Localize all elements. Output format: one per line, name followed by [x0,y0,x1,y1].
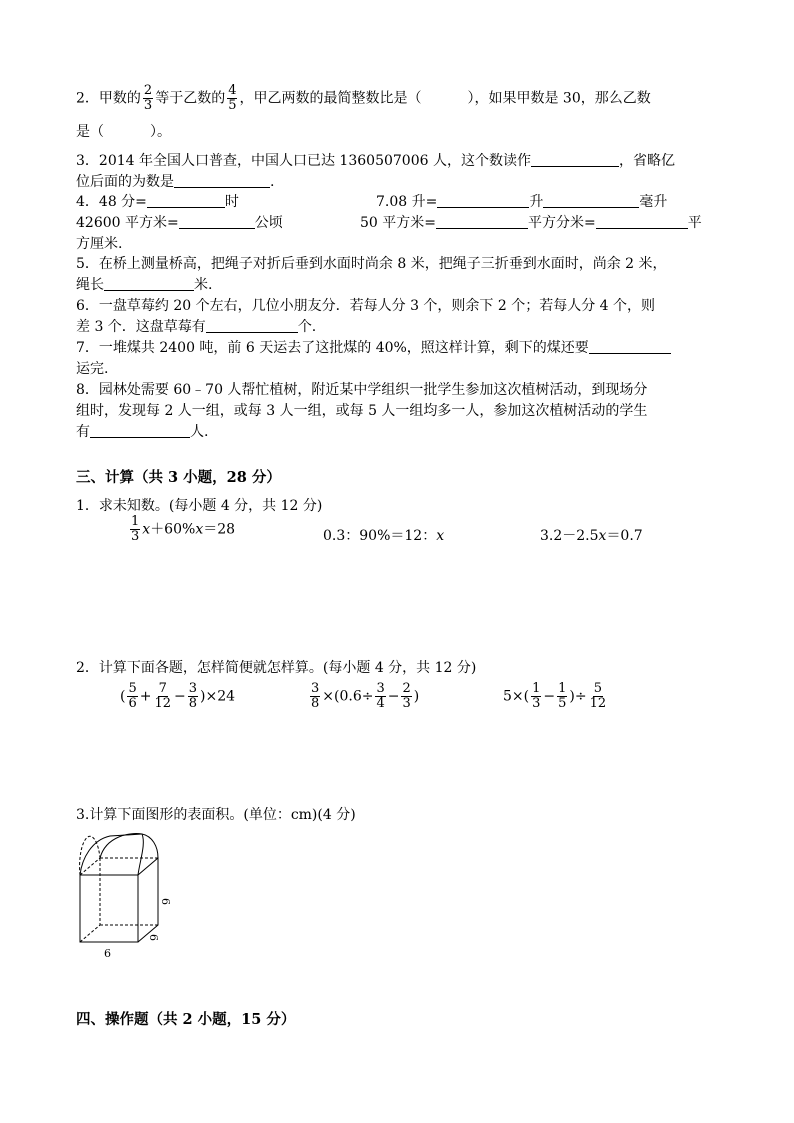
q6-line2 [76,317,316,337]
eq-mid: ×(0.6÷ [322,688,374,705]
q6-text-3: 个. [297,319,317,335]
q5-line2 [76,275,212,295]
q3-text-1: 3．2014 年全国人口普查，中国人口已达 1360507006 人，这个数读作 [76,153,531,169]
op: + [139,688,152,705]
op: − [543,688,556,705]
section4-heading: 四、操作题（共 2 小题，15 分） [76,1011,296,1028]
q2-text-6: ）。 [150,124,171,140]
dim-label-depth: 6 [147,934,160,941]
q4-text-d3: 平 [687,215,702,231]
q7-blank[interactable] [589,338,671,354]
paren: ( [120,688,126,705]
fraction-5-6: $\frac{5}{6}$ [128,681,137,711]
half-cylinder-front-curve [138,834,143,875]
q4-blank-2[interactable] [437,192,529,208]
q8-text-3: 有 [76,424,90,440]
s3-p2-eq1 [120,682,235,711]
q8-text-1: 8．园林处需要 60﹣70 人帮忙植树，附近某中学组织一批学生参加这次植树活动，到现场分 [76,382,648,398]
q4-blank-5[interactable] [436,213,528,229]
cube-front-face [80,875,138,942]
cube-right-face [138,858,158,942]
q4-text-c1: 42600 平方米= [76,215,179,231]
dim-label-height: 6 [159,898,172,905]
q2-text-1: 2．甲数的 [76,90,141,107]
q3-line2 [76,172,274,192]
eq2-text: 0.3：90%＝12： [323,528,437,544]
s3-p3-title: 3.计算下面图形的表面积。(单位：cm)(4 分) [76,807,356,823]
q8-line2 [76,401,647,421]
q7-line2 [76,359,108,379]
fraction-2-3: $\frac{2}{3}$ [143,83,153,113]
fraction-2-3: $\frac{2}{3}$ [402,681,411,711]
s3-p2-title: 2．计算下面各题，怎样简便就怎样算。(每小题 4 分，共 12 分) [76,660,477,676]
s3-p2-eq3 [503,682,609,711]
var-x: x [195,521,204,538]
op: )÷ [569,688,587,705]
q4-line2 [76,213,283,233]
s3-p1-eq3 [540,525,643,545]
q4-text-b1: 7.08 升= [376,194,438,210]
eq-tail: )×24 [200,688,236,705]
q5-text-2: 绳长 [76,277,104,293]
q4-blank-4[interactable] [179,213,255,229]
q4-line1 [76,192,239,212]
q3-text-4: . [270,174,275,190]
var-x: x [436,528,445,544]
var-x: x [142,521,151,538]
q6-blank[interactable] [206,317,298,333]
q4-text-b3: 毫升 [639,194,668,210]
q3-text-2: ，省略亿 [618,153,675,169]
s3-p1-eq2 [323,525,444,545]
q8-line3 [76,422,208,442]
q6-line1 [76,296,655,316]
section3-heading: 三、计算（共 3 小题，28 分） [76,469,281,486]
op: − [387,688,400,705]
q2-text-5: 是（ [76,124,104,140]
q4-text-e: 方厘米. [76,236,123,252]
q5-text-3: 米. [194,277,213,293]
q6-text-2: 差 3 个．这盘草莓有 [76,319,206,335]
q6-text-1: 6．一盘草莓约 20 个左右，几位小朋友分．若每人分 3 个，则余下 2 个；若每人分 4 个，则 [76,298,656,314]
q8-text-2: 组时，发现每 2 人一组，或每 3 人一组，或每 5 人一组均多一人，参加这次植树活动的学生 [76,403,648,419]
fraction-3-8: $\frac{3}{8}$ [188,681,198,711]
q4-text-d2: 平方分米= [528,215,596,231]
var-x: x [598,528,607,544]
q4-text-a2: 时 [224,194,239,210]
q7-text-2: 运完. [76,361,109,377]
half-cylinder-top-edge [80,834,142,875]
q4-blank-3[interactable] [543,192,639,208]
q4-line3 [76,234,122,254]
fraction-1-3: $\frac{1}{3}$ [532,681,541,711]
q5-line1 [76,254,667,274]
q4-blank-6[interactable] [596,213,688,229]
cube-hidden-edge [80,925,100,942]
q7-line1 [76,338,671,358]
q2-line1 [76,84,651,113]
s3-p1-eq1 [128,515,235,544]
fraction-5-12: $\frac{5}{12}$ [589,681,607,711]
dim-label-width: 6 [104,947,111,960]
cube-hidden-edge [80,858,100,875]
op: − [174,688,186,705]
q2-text-3: ，甲乙两数的最简整数比是（ [239,90,422,107]
q2-text-4: ），如果甲数是 30，那么乙数 [467,90,651,107]
fraction-1-5: $\frac{1}{5}$ [558,681,567,711]
q4-text-c2: 公顷 [254,215,283,231]
q8-blank[interactable] [90,422,190,438]
eq-lead: 5×( [503,688,530,705]
q2-text-2: 等于乙数的 [155,90,226,107]
q7-text-1: 7．一堆煤共 2400 吨，前 6 天运去了这批煤的 40%，照这样计算，剩下的煤还要 [76,340,589,356]
s3-p1-title: 1．求未知数。(每小题 4 分，共 12 分) [76,498,323,514]
s3-p2-eq2 [308,682,419,711]
q3-text-3: 位后面的为数是 [76,174,174,190]
q4-line1b [376,192,667,212]
q4-text-d1: 50 平方米= [360,215,436,231]
q4-text-b2: 升 [529,194,544,210]
eq1-text: ＋60% [150,521,196,538]
eq3-text-2: ＝0.7 [606,528,643,544]
q5-blank[interactable] [104,275,194,291]
q3-blank-1[interactable] [531,151,619,167]
fraction-7-12: $\frac{7}{12}$ [154,681,172,711]
fraction-3-4: $\frac{3}{4}$ [376,681,385,711]
q2-line2 [76,122,171,142]
q4-line2b [360,213,702,233]
q8-text-4: 人. [190,424,209,440]
q5-text-1: 5．在桥上测量桥高，把绳子对折后垂到水面时尚余 8 米，把绳子三折垂到水面时，尚余 2 米， [76,256,667,272]
eq3-text: 3.2－2.5 [540,528,599,544]
fraction-3-8: $\frac{3}{8}$ [311,681,320,711]
q8-line1 [76,380,647,400]
q4-blank-1[interactable] [147,192,225,208]
q3-line1 [76,151,675,171]
eq1-text-2: ＝28 [203,521,236,538]
half-cylinder-back-arc [100,834,158,858]
cube-half-cylinder-figure [70,830,180,962]
q4-text-a1: 4．48 分= [76,194,147,210]
fraction-1-3: $\frac{1}{3}$ [131,514,140,544]
paren: ) [413,688,420,705]
q3-blank-2[interactable] [174,172,270,188]
fraction-4-5: $\frac{4}{5}$ [228,83,237,113]
